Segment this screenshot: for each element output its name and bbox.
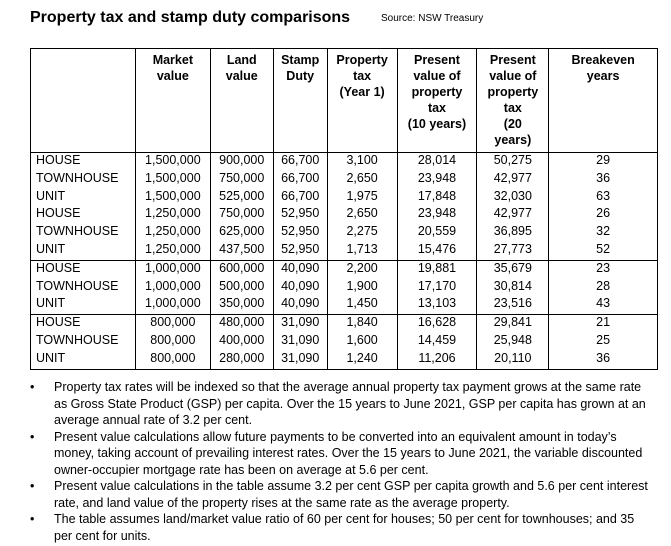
value-cell: 437,500	[210, 242, 273, 260]
column-header	[327, 49, 397, 153]
value-cell: 1,840	[327, 315, 397, 333]
value-cell: 17,170	[397, 279, 477, 297]
source-note: Source: NSW Treasury	[381, 13, 484, 24]
column-header-line: tax	[353, 69, 372, 83]
column-header-line: value of	[489, 69, 537, 83]
table-row	[31, 315, 658, 333]
property-type-cell: TOWNHOUSE	[31, 333, 136, 351]
property-type-cell: TOWNHOUSE	[31, 171, 136, 189]
value-cell: 1,713	[327, 242, 397, 260]
value-cell: 36	[549, 351, 658, 369]
column-header-line: (10 years)	[407, 117, 467, 131]
value-cell: 750,000	[210, 171, 273, 189]
table-row	[31, 260, 658, 278]
column-header-line: Land	[226, 53, 257, 67]
value-cell: 52	[549, 242, 658, 260]
property-type-cell: HOUSE	[31, 315, 136, 333]
value-cell: 66,700	[273, 153, 327, 171]
column-header-line: tax	[427, 101, 447, 115]
column-header-line: Property	[336, 53, 388, 67]
column-header-line: Stamp	[281, 53, 320, 67]
value-cell: 750,000	[210, 206, 273, 224]
column-header-line: Present	[489, 53, 536, 67]
note-text: Property tax rates will be indexed so that the average annual property tax payment grows at the same rate as Gross State Product (GSP) per capita. Over the 15 years to June 2021, GSP per capita has grown at an average annual rate of 3.2 per cent.	[54, 380, 646, 427]
value-cell: 11,206	[397, 351, 477, 369]
table-row	[31, 189, 658, 207]
table-row	[31, 351, 658, 369]
property-type-cell: TOWNHOUSE	[31, 224, 136, 242]
value-cell: 13,103	[397, 296, 477, 314]
column-header-line: (Year 1)	[339, 85, 385, 99]
value-cell: 280,000	[210, 351, 273, 369]
value-cell: 2,275	[327, 224, 397, 242]
value-cell: 28	[549, 279, 658, 297]
bullet-icon: •	[30, 380, 35, 394]
property-type-cell: HOUSE	[31, 206, 136, 224]
table-row	[31, 224, 658, 242]
notes-list	[30, 379, 655, 544]
value-cell: 20,110	[477, 351, 549, 369]
value-cell: 625,000	[210, 224, 273, 242]
property-type-cell: HOUSE	[31, 153, 136, 171]
value-cell: 1,250,000	[135, 242, 210, 260]
value-cell: 800,000	[135, 333, 210, 351]
column-header-line: (20	[503, 117, 522, 131]
value-cell: 2,650	[327, 206, 397, 224]
property-type-cell: TOWNHOUSE	[31, 279, 136, 297]
value-cell: 19,881	[397, 260, 477, 278]
value-cell: 21	[549, 315, 658, 333]
column-header-line: years	[586, 69, 620, 83]
property-type-cell: UNIT	[31, 242, 136, 260]
table-row	[31, 279, 658, 297]
value-cell: 800,000	[135, 315, 210, 333]
value-cell: 30,814	[477, 279, 549, 297]
column-header	[135, 49, 210, 153]
bullet-icon: •	[30, 479, 35, 493]
column-header-line: Breakeven	[571, 53, 635, 67]
value-cell: 32	[549, 224, 658, 242]
value-cell: 1,250,000	[135, 206, 210, 224]
value-cell: 3,100	[327, 153, 397, 171]
note-item	[30, 511, 655, 544]
value-cell: 35,679	[477, 260, 549, 278]
value-cell: 25	[549, 333, 658, 351]
note-text: Present value calculations allow future payments to be converted into an equivalent amount in today’s money, taking account of prevailing interest rates. Over the 15 years to June 2021, the variable discounted owner-occupier mortgage rate has been on average at 5.6 per cent.	[54, 429, 643, 477]
row-group	[31, 260, 658, 314]
value-cell: 1,500,000	[135, 189, 210, 207]
value-cell: 2,200	[327, 260, 397, 278]
value-cell: 17,848	[397, 189, 477, 207]
property-type-cell: UNIT	[31, 296, 136, 314]
column-header-line: property	[411, 85, 463, 99]
column-header	[31, 49, 136, 153]
value-cell: 25,948	[477, 333, 549, 351]
table-row	[31, 206, 658, 224]
table-row	[31, 296, 658, 314]
value-cell: 1,600	[327, 333, 397, 351]
value-cell: 15,476	[397, 242, 477, 260]
value-cell: 36,895	[477, 224, 549, 242]
value-cell: 23	[549, 260, 658, 278]
value-cell: 50,275	[477, 153, 549, 171]
table-row	[31, 171, 658, 189]
value-cell: 63	[549, 189, 658, 207]
value-cell: 42,977	[477, 206, 549, 224]
column-header	[549, 49, 658, 153]
value-cell: 1,900	[327, 279, 397, 297]
value-cell: 52,950	[273, 224, 327, 242]
value-cell: 23,948	[397, 171, 477, 189]
value-cell: 66,700	[273, 189, 327, 207]
value-cell: 350,000	[210, 296, 273, 314]
value-cell: 31,090	[273, 351, 327, 369]
note-item	[30, 379, 655, 429]
bullet-icon: •	[30, 512, 35, 526]
row-group	[31, 153, 658, 261]
value-cell: 23,948	[397, 206, 477, 224]
column-header	[210, 49, 273, 153]
value-cell: 400,000	[210, 333, 273, 351]
value-cell: 23,516	[477, 296, 549, 314]
column-header-line: years)	[494, 133, 532, 147]
comparison-table	[30, 48, 658, 370]
column-header-line: property	[487, 85, 539, 99]
value-cell: 480,000	[210, 315, 273, 333]
value-cell: 32,030	[477, 189, 549, 207]
value-cell: 42,977	[477, 171, 549, 189]
table-header	[31, 49, 658, 153]
value-cell: 1,975	[327, 189, 397, 207]
value-cell: 40,090	[273, 296, 327, 314]
value-cell: 31,090	[273, 315, 327, 333]
column-header-line: value	[156, 69, 189, 83]
table-row	[31, 242, 658, 260]
value-cell: 1,250,000	[135, 224, 210, 242]
value-cell: 29,841	[477, 315, 549, 333]
value-cell: 52,950	[273, 242, 327, 260]
value-cell: 1,000,000	[135, 296, 210, 314]
value-cell: 14,459	[397, 333, 477, 351]
property-type-cell: UNIT	[31, 189, 136, 207]
note-item	[30, 429, 655, 479]
value-cell: 900,000	[210, 153, 273, 171]
note-text: Present value calculations in the table assume 3.2 per cent GSP per capita growth and 5.6 per cent interest rate, and land value of the property rises at the same rate as the average property.	[54, 479, 648, 510]
column-header-line: Market	[152, 53, 193, 67]
page-title: Property tax and stamp duty comparisons	[30, 9, 351, 26]
value-cell: 40,090	[273, 279, 327, 297]
column-header	[397, 49, 477, 153]
column-header-line: Duty	[286, 69, 315, 83]
value-cell: 28,014	[397, 153, 477, 171]
value-cell: 26	[549, 206, 658, 224]
value-cell: 20,559	[397, 224, 477, 242]
value-cell: 36	[549, 171, 658, 189]
value-cell: 31,090	[273, 333, 327, 351]
column-header	[477, 49, 549, 153]
table-row	[31, 153, 658, 171]
value-cell: 525,000	[210, 189, 273, 207]
value-cell: 1,000,000	[135, 260, 210, 278]
bullet-icon: •	[30, 429, 35, 444]
value-cell: 1,500,000	[135, 153, 210, 171]
property-type-cell: HOUSE	[31, 260, 136, 278]
value-cell: 1,240	[327, 351, 397, 369]
note-item	[30, 478, 655, 511]
value-cell: 43	[549, 296, 658, 314]
note-text: The table assumes land/market value ratio of 60 per cent for houses; 50 per cent for townhouses; and 35 per cent for units.	[54, 512, 635, 543]
column-header-line: value of	[413, 69, 461, 83]
value-cell: 600,000	[210, 260, 273, 278]
property-type-cell: UNIT	[31, 351, 136, 369]
column-header	[273, 49, 327, 153]
value-cell: 500,000	[210, 279, 273, 297]
value-cell: 1,000,000	[135, 279, 210, 297]
table-row	[31, 333, 658, 351]
value-cell: 29	[549, 153, 658, 171]
value-cell: 52,950	[273, 206, 327, 224]
value-cell: 800,000	[135, 351, 210, 369]
row-group	[31, 315, 658, 369]
column-header-line: Present	[414, 53, 460, 67]
column-header-line: value	[225, 69, 258, 83]
column-header-line: tax	[503, 101, 522, 115]
value-cell: 66,700	[273, 171, 327, 189]
value-cell: 16,628	[397, 315, 477, 333]
value-cell: 40,090	[273, 260, 327, 278]
value-cell: 2,650	[327, 171, 397, 189]
value-cell: 1,500,000	[135, 171, 210, 189]
value-cell: 27,773	[477, 242, 549, 260]
value-cell: 1,450	[327, 296, 397, 314]
